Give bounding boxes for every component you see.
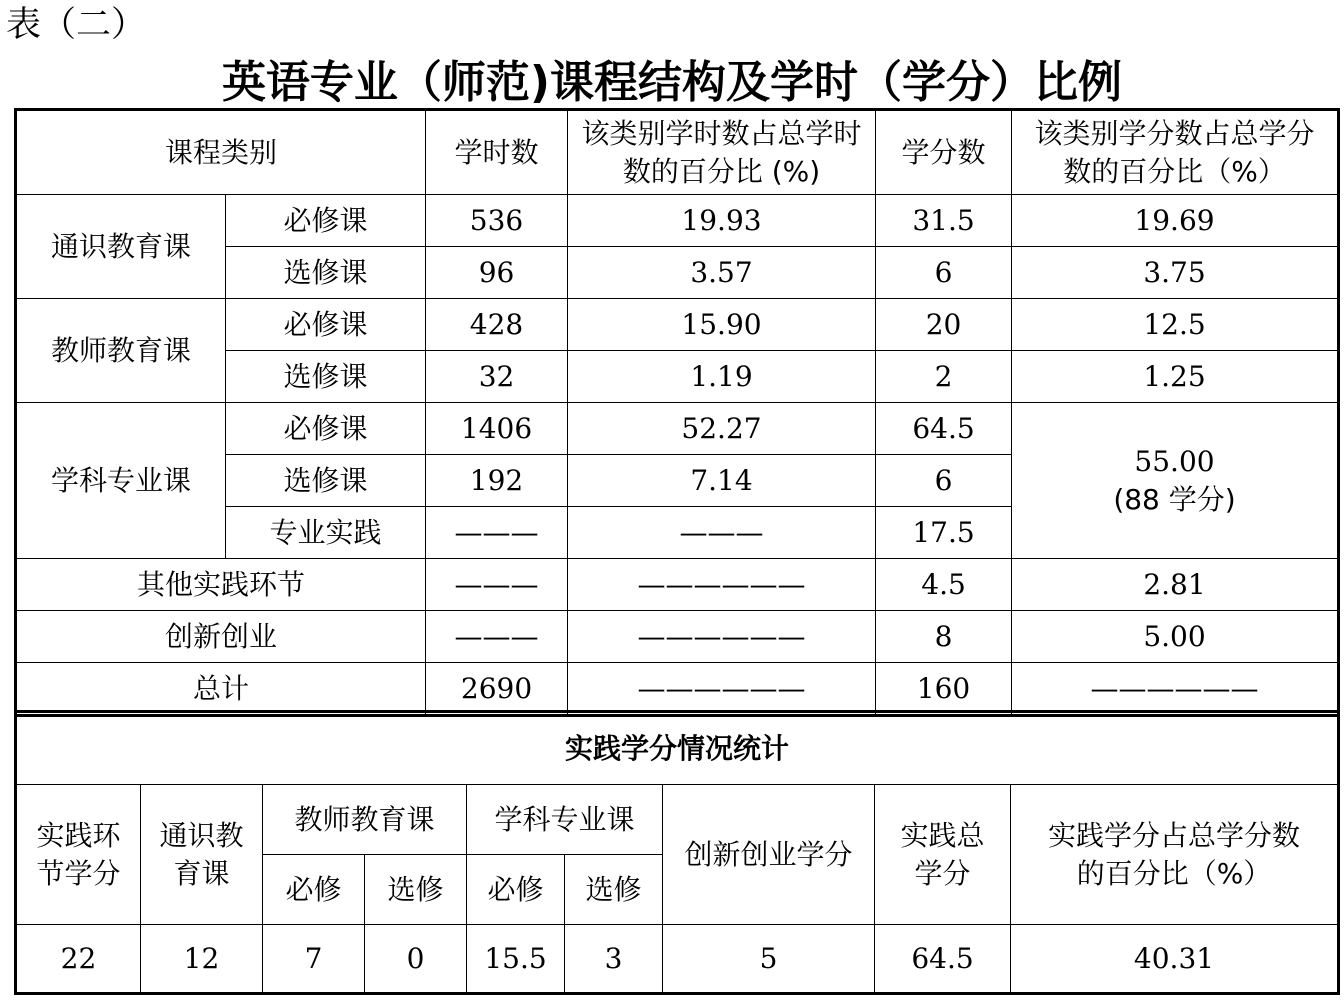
total-row (17, 663, 1338, 715)
value-general: 12 (141, 925, 263, 993)
row-name: 其他实践环节 (17, 559, 426, 611)
hours-cell: 192 (426, 455, 568, 507)
credits-pct-cell: 2.81 (1012, 559, 1338, 611)
credits-cell: 160 (876, 663, 1012, 715)
hours-pct-cell: 19.93 (568, 195, 876, 247)
sub-category: 必修课 (226, 299, 426, 351)
credits-pct-cell: 12.5 (1012, 299, 1338, 351)
header-pct: 实践学分占总学分数的百分比（%） (1011, 785, 1338, 925)
value-innovation: 5 (663, 925, 875, 993)
header-credits-pct: 该类别学分数占总学分数的百分比（%） (1012, 111, 1338, 195)
hours-pct-cell: 3.57 (568, 247, 876, 299)
hours-cell: 536 (426, 195, 568, 247)
header-teacher-elective: 选修 (365, 855, 467, 925)
merged-credits-note: (88 学分) (1113, 482, 1236, 516)
credits-pct-cell: —————— (1012, 663, 1338, 715)
hours-pct-cell: 7.14 (568, 455, 876, 507)
table-row (17, 559, 1338, 611)
value-teacher-required: 7 (263, 925, 365, 993)
value-teacher-elective: 0 (365, 925, 467, 993)
hours-cell: 96 (426, 247, 568, 299)
sub-category: 专业实践 (226, 507, 426, 559)
table-label: 表（二） (6, 5, 147, 45)
header-total: 实践总学分 (875, 785, 1011, 925)
hours-cell: ——— (426, 611, 568, 663)
credits-pct-cell: 19.69 (1012, 195, 1338, 247)
credits-cell: 64.5 (876, 403, 1012, 455)
credits-pct-cell: 1.25 (1012, 351, 1338, 403)
credits-cell: 2 (876, 351, 1012, 403)
row-name: 总计 (17, 663, 426, 715)
value-practice-link: 22 (17, 925, 141, 993)
group-name: 通识教育课 (17, 195, 226, 299)
credits-cell: 20 (876, 299, 1012, 351)
hours-pct-cell: —————— (568, 663, 876, 715)
credits-pct-cell: 5.00 (1012, 611, 1338, 663)
header-innovation: 创新创业学分 (663, 785, 875, 925)
hours-pct-cell: —————— (568, 611, 876, 663)
header-teacher-required: 必修 (263, 855, 365, 925)
page-title: 英语专业（师范)课程结构及学时（学分）比例 (221, 57, 1123, 108)
hours-cell: 1406 (426, 403, 568, 455)
table-row (17, 403, 1338, 455)
header-subject: 学科专业课 (467, 785, 663, 855)
value-pct: 40.31 (1011, 925, 1338, 993)
value-total: 64.5 (875, 925, 1011, 993)
credits-cell: 17.5 (876, 507, 1012, 559)
hours-cell: ——— (426, 559, 568, 611)
header-hours-pct: 该类别学时数占总学时数的百分比 (%) (568, 111, 876, 195)
practice-values-row (17, 925, 1338, 993)
credits-cell: 6 (876, 247, 1012, 299)
header-general: 通识教育课 (141, 785, 263, 925)
sub-category: 选修课 (226, 455, 426, 507)
credits-cell: 31.5 (876, 195, 1012, 247)
value-subject-elective: 3 (565, 925, 663, 993)
hours-pct-cell: ——— (568, 507, 876, 559)
credits-cell: 6 (876, 455, 1012, 507)
header-subject-elective: 选修 (565, 855, 663, 925)
group-name: 学科专业课 (17, 403, 226, 559)
hours-cell: 32 (426, 351, 568, 403)
header-teacher: 教师教育课 (263, 785, 467, 855)
sub-category: 必修课 (226, 195, 426, 247)
credits-cell: 4.5 (876, 559, 1012, 611)
table-row (17, 299, 1338, 351)
header-hours: 学时数 (426, 111, 568, 195)
header-credits: 学分数 (876, 111, 1012, 195)
group-name: 教师教育课 (17, 299, 226, 403)
practice-table-title: 实践学分情况统计 (17, 713, 1338, 785)
merged-credits-pct-cell (1012, 403, 1338, 559)
header-row (17, 111, 1338, 195)
sub-category: 选修课 (226, 247, 426, 299)
table-row (17, 195, 1338, 247)
hours-cell: 2690 (426, 663, 568, 715)
table-row (17, 611, 1338, 663)
practice-header-row (17, 785, 1338, 855)
hours-cell: 428 (426, 299, 568, 351)
practice-title-row (17, 713, 1338, 785)
hours-pct-cell: —————— (568, 559, 876, 611)
row-name: 创新创业 (17, 611, 426, 663)
hours-pct-cell: 52.27 (568, 403, 876, 455)
merged-credits-pct: 55.00 (1134, 444, 1215, 478)
header-category: 课程类别 (17, 111, 426, 195)
hours-cell: ——— (426, 507, 568, 559)
practice-credits-table (16, 712, 1338, 993)
course-structure-table (16, 110, 1338, 715)
sub-category: 必修课 (226, 403, 426, 455)
credits-cell: 8 (876, 611, 1012, 663)
value-subject-required: 15.5 (467, 925, 565, 993)
hours-pct-cell: 1.19 (568, 351, 876, 403)
credits-pct-cell: 3.75 (1012, 247, 1338, 299)
hours-pct-cell: 15.90 (568, 299, 876, 351)
header-subject-required: 必修 (467, 855, 565, 925)
header-practice-link: 实践环节学分 (17, 785, 141, 925)
sub-category: 选修课 (226, 351, 426, 403)
